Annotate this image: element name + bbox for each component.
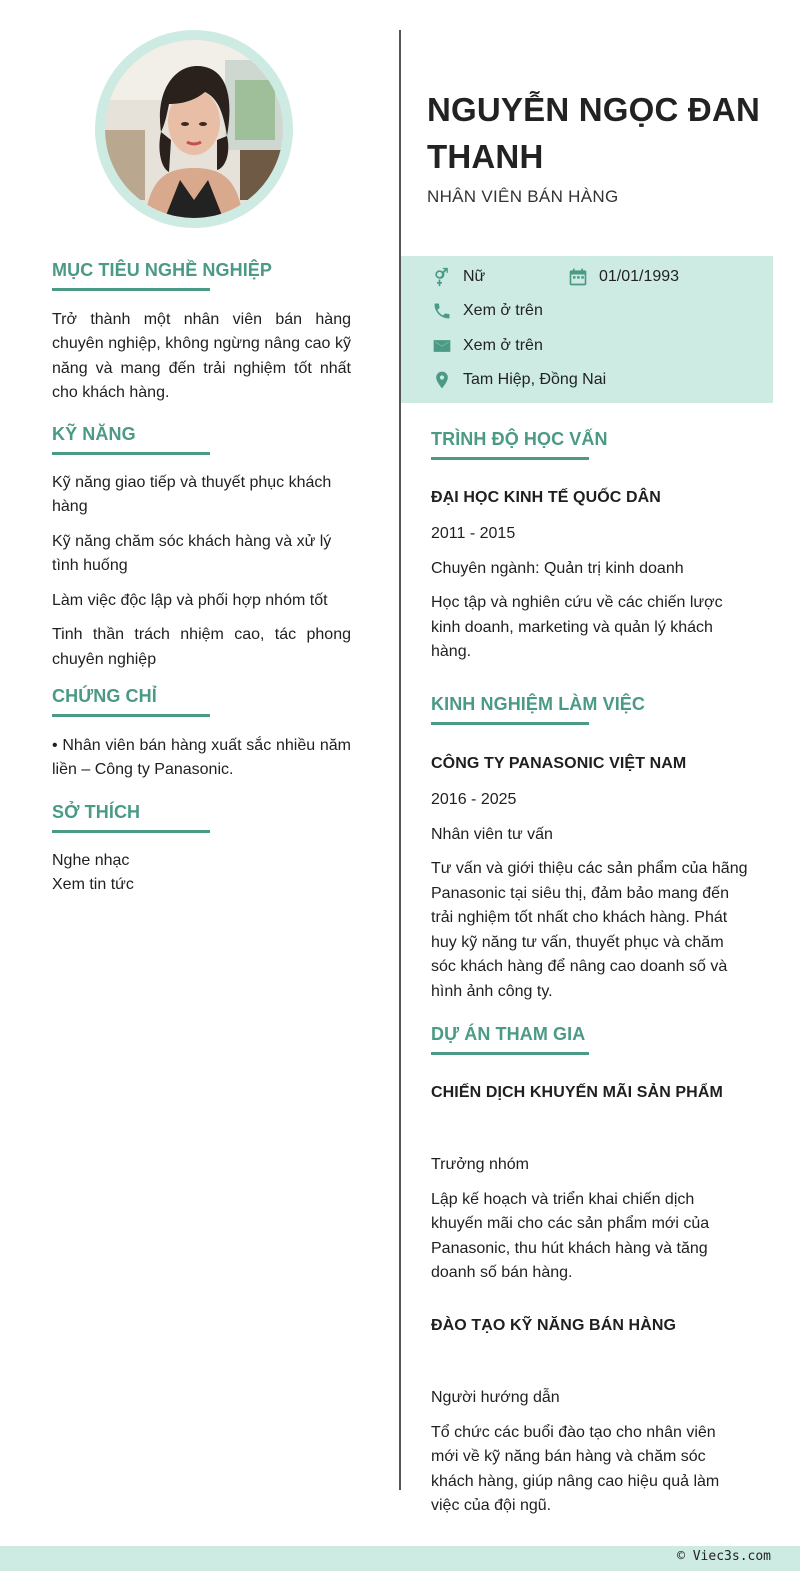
objective-section: [52, 258, 351, 406]
avatar-photo: [105, 40, 283, 218]
footer-credit: © Viec3s.com: [677, 1549, 771, 1564]
experience-description: Tư vấn và giới thiệu các sản phẩm của hãng Panasonic tại siêu thị, đảm bảo mang đến trải nghiệm tốt nhất cho khách hàng. Phát huy kỹ năng tư vấn, thuyết phục và chăm sóc khách hàng để nâng cao doanh số và hình ảnh công ty.: [431, 860, 748, 1000]
skill-item: Làm việc độc lập và phối hợp nhóm tốt: [52, 591, 328, 609]
project-description: Lập kế hoạch và triển khai chiến dịch khuyến mãi cho các sản phẩm mới của Panasonic, thu hút khách hàng và tăng doanh số bán hàng.: [431, 1190, 710, 1281]
address-value: Tam Hiệp, Đồng Nai: [463, 371, 607, 388]
location-icon: [431, 369, 453, 391]
phone-icon: [431, 300, 453, 322]
certificate-item: • Nhân viên bán hàng xuất sắc nhiều năm liền – Công ty Panasonic.: [52, 736, 351, 778]
education-years: 2011 - 2015: [431, 525, 516, 542]
projects-section: [431, 1022, 751, 1519]
contact-gender: [431, 266, 485, 288]
certificates-section: [52, 684, 351, 783]
experience-years: 2016 - 2025: [431, 791, 517, 808]
hobbies-title: SỞ THÍCH: [52, 800, 140, 829]
project-name: CHIẾN DỊCH KHUYẾN MÃI SẢN PHẨM: [431, 1083, 723, 1101]
skills-section: [52, 422, 351, 672]
education-major: Chuyên ngành: Quản trị kinh doanh: [431, 559, 684, 577]
education-section: [431, 427, 751, 665]
hobby-item: Xem tin tức: [52, 876, 134, 893]
experience-title: KINH NGHIỆM LÀM VIỆC: [431, 692, 645, 721]
experience-role: Nhân viên tư vấn: [431, 825, 553, 843]
experience-company: CÔNG TY PANASONIC VIỆT NAM: [431, 754, 687, 772]
contact-birthday: [567, 266, 679, 288]
email-value: Xem ở trên: [463, 337, 543, 354]
contact-panel: [401, 256, 773, 403]
certificates-title: CHỨNG CHỈ: [52, 684, 157, 713]
footer-bar: [0, 1546, 800, 1571]
experience-section: [431, 692, 751, 1004]
candidate-position: NHÂN VIÊN BÁN HÀNG: [427, 187, 619, 206]
email-icon: [431, 335, 453, 357]
column-divider: [399, 30, 401, 1490]
skill-item: Kỹ năng chăm sóc khách hàng và xử lý tình huống: [52, 532, 332, 574]
phone-value: Xem ở trên: [463, 302, 543, 319]
project-role: Người hướng dẫn: [431, 1389, 560, 1406]
objective-title: MỤC TIÊU NGHỀ NGHIỆP: [52, 258, 272, 287]
project-description: Tổ chức các buổi đào tạo cho nhân viên mới về kỹ năng bán hàng và chăm sóc khách hàng, giúp nâng cao hiệu quả làm việc của đội ngũ.: [431, 1423, 720, 1514]
skills-title: KỸ NĂNG: [52, 422, 136, 451]
skill-item: Kỹ năng giao tiếp và thuyết phục khách hàng: [52, 473, 332, 515]
calendar-icon: [567, 266, 589, 288]
hobbies-section: [52, 800, 351, 898]
project-name: ĐÀO TẠO KỸ NĂNG BÁN HÀNG: [431, 1316, 677, 1334]
objective-text: Trở thành một nhân viên bán hàng chuyên nghiệp, không ngừng nâng cao kỹ năng và mang đến trải nghiệm tốt nhất cho khách hàng.: [52, 310, 351, 401]
birthday-value: 01/01/1993: [599, 268, 680, 285]
education-school: ĐẠI HỌC KINH TẾ QUỐC DÂN: [431, 488, 661, 506]
projects-title: DỰ ÁN THAM GIA: [431, 1022, 585, 1051]
contact-phone: [431, 300, 543, 322]
gender-value: Nữ: [463, 268, 486, 285]
hobby-item: Nghe nhạc: [52, 851, 130, 869]
candidate-name: NGUYỄN NGỌC ĐAN THANH: [427, 91, 761, 175]
education-title: TRÌNH ĐỘ HỌC VẤN: [431, 427, 608, 456]
skill-item: Tinh thần trách nhiệm cao, tác phong chuyên nghiệp: [52, 626, 351, 668]
gender-icon: [431, 266, 453, 288]
contact-address: [431, 369, 606, 391]
education-description: Học tập và nghiên cứu về các chiến lược kinh doanh, marketing và quản lý khách hàng.: [431, 594, 723, 660]
contact-email: [431, 335, 543, 357]
project-role: Trưởng nhóm: [431, 1156, 529, 1173]
avatar: [105, 40, 283, 218]
